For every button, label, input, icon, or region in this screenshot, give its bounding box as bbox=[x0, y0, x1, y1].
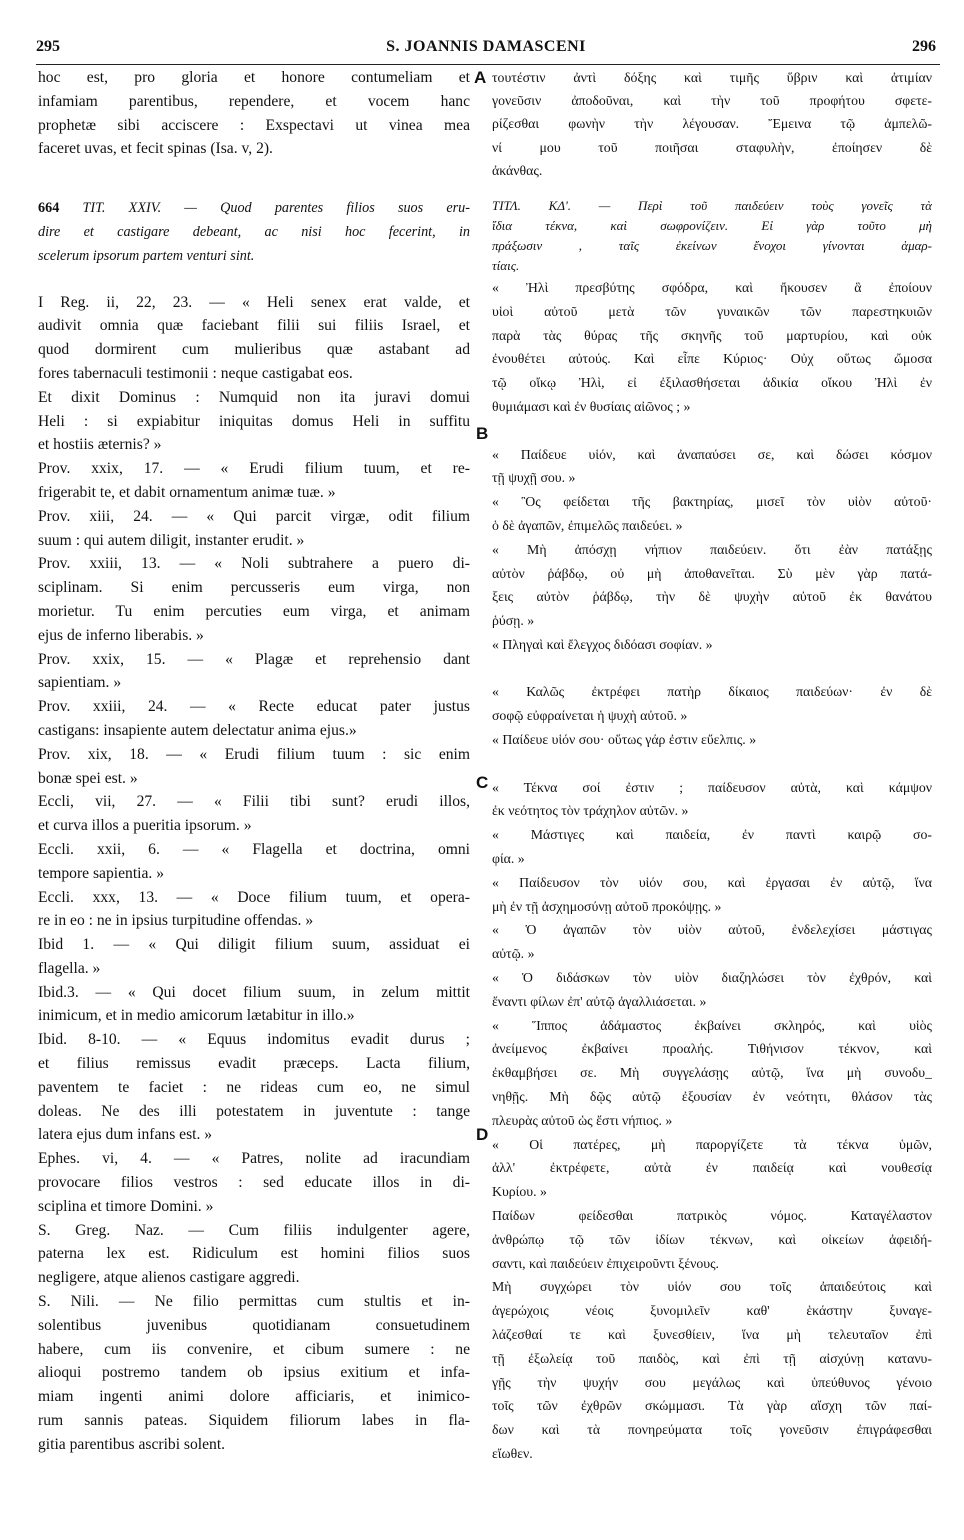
latin-title-line: scelerum ipsorum partem venturi sint. bbox=[38, 247, 255, 264]
text-line: « Παίδευσον τὸν υἱόν σου, καὶ ἐργασαι ἐν αὐτῷ, ἵνα bbox=[492, 874, 932, 890]
text-line: sciplinam. Si enim percusseris eum virga, non bbox=[38, 579, 470, 597]
text-line bbox=[492, 419, 932, 443]
greek-body bbox=[492, 276, 932, 1466]
text-line: Ephes. vi, 4. — « Patres, nolite ad iracundiam bbox=[38, 1150, 470, 1168]
text-line: « Πληγαὶ καὶ ἔλεγχος διδόασι σοφίαν. » bbox=[492, 636, 713, 652]
text-line: τουτέστιν ἀντὶ δόξης καὶ τιμῆς ὕβριν καὶ ἀτιμίαν bbox=[492, 70, 932, 85]
text-line: et hostiis æternis? » bbox=[38, 436, 162, 454]
text-line: miam ingenti animi dolore afficiaris, et inimico- bbox=[38, 1388, 470, 1406]
text-line: ἀνθρώπῳ τῷ τῶν ἰδίων τέκνων, καὶ οἰκείων ἀφειδή- bbox=[492, 1231, 932, 1247]
text-line: audivit omnia quæ faciebant filii sui filiis Israel, et bbox=[38, 317, 470, 335]
text-line: alioqui postremo tandem ob ipsius exitium et infa- bbox=[38, 1364, 470, 1382]
text-line: ΤΙΤΛ. ΚΔʹ. — Περὶ τοῦ παιδεύειν τοὺς γονεῖς τὰ bbox=[492, 197, 932, 213]
text-line: paventem te faciet : ne rideas cum eo, ne simul bbox=[38, 1078, 470, 1096]
text-line: negligere, atque alienos castigare aggredi. bbox=[38, 1269, 300, 1287]
text-line: Κυρίου. » bbox=[492, 1184, 547, 1200]
text-line: παρὰ τὰς θύρας τῆς σκηνῆς τοῦ μαρτυρίου, καὶ οὐκ bbox=[492, 327, 932, 343]
margin-letter-c: C bbox=[476, 773, 489, 792]
latin-title-line: 664 TIT. XXIV. — Quod parentes filios suos eru- bbox=[38, 200, 470, 217]
greek-title bbox=[492, 196, 932, 276]
text-line: Et dixit Dominus : Numquid non ita juravi domui bbox=[38, 388, 470, 406]
text-line: Eccli. xxx, 13. — « Doce filium tuum, et opera- bbox=[38, 888, 470, 906]
header-rule bbox=[36, 64, 940, 65]
running-title: S. JOANNIS DAMASCENI bbox=[386, 38, 586, 55]
latin-title bbox=[38, 197, 470, 268]
text-line: « Παίδευε υἱόν, καὶ ἀναπαύσει σε, καὶ δώσει κόσμον bbox=[492, 446, 932, 462]
latin-intro bbox=[38, 66, 470, 161]
margin-letter-b: B bbox=[476, 424, 489, 443]
text-line: Ibid.3. — « Qui docet filium suum, in zelum mittit bbox=[38, 983, 470, 1001]
text-line: sapientiam. » bbox=[38, 674, 122, 692]
text-line: paterna lex est. Ridiculum est homini filios suos bbox=[38, 1245, 470, 1263]
text-line: ἴδια τέκνα, καὶ σωφρονίζειν. Εἰ γὰρ τοῦτο μὴ bbox=[492, 217, 932, 233]
text-line bbox=[492, 657, 932, 681]
text-line: σαντι, καὶ παιδεύειν ἐπιχειροῦντι ξένους. bbox=[492, 1255, 719, 1271]
text-line: et filius remissus evadit præceps. Lacta filium, bbox=[38, 1055, 470, 1073]
text-line: « Οἱ πατέρες, μὴ παροργίζετε τὰ τέκνα ὑμῶν, bbox=[492, 1136, 932, 1152]
text-line: Μὴ συγχώρει τὸν υἱόν σου τοῖς ἀπαιδεύτοις καὶ bbox=[492, 1279, 932, 1295]
text-line: I Reg. ii, 22, 23. — « Heli senex erat valde, et bbox=[38, 293, 470, 311]
text-line: « Καλῶς ἐκτρέφει πατὴρ δίκαιος παιδεύων· ἐν δὲ bbox=[492, 684, 932, 700]
text-line: Prov. xxix, 17. — « Erudi filium tuum, et re- bbox=[38, 460, 470, 478]
text-line: ἀκάνθας. bbox=[492, 162, 543, 178]
text-line: ἐνουθέτει αὐτούς. Καὶ εἶπε Κύριος· Οὐχ οὕτως ὤμοσα bbox=[492, 351, 932, 367]
text-line: τῷ οἴκῳ Ἠλὶ, εἰ ἐξιλασθήσεται ἀδικία οἴκου Ἠλὶ ἐν bbox=[492, 375, 932, 391]
text-line: Ibid. 8-10. — « Equus indomitus evadit durus ; bbox=[38, 1031, 470, 1049]
text-line: αὐτὸν ῥάβδῳ, οὐ μὴ ἀποθανεῖται. Σὺ μὲν γὰρ πατά- bbox=[492, 565, 932, 581]
text-line: fores tabernaculi testimonii : neque castigabat eos. bbox=[38, 364, 353, 382]
margin-letter-d: D bbox=[476, 1125, 489, 1144]
text-line: νηθῇς. Μὴ δῷς αὐτῷ ἐξουσίαν ἐν νεότητι, θλάσον τὰς bbox=[492, 1089, 932, 1105]
text-line: Heli : si expiabitur iniquitas domus Heli in suffitu bbox=[38, 412, 470, 430]
text-line: sciplina et timore Domini. » bbox=[38, 1197, 214, 1215]
text-line: Prov. xix, 18. — « Erudi filium tuum : sic enim bbox=[38, 745, 470, 763]
greek-column bbox=[492, 66, 932, 1466]
text-line: ejus de inferno liberabis. » bbox=[38, 626, 204, 644]
text-line: « Ἠλὶ πρεσβύτης σφόδρα, καὶ ἤκουσεν ἃ ἐποίουν bbox=[492, 279, 932, 295]
text-line: flagella. » bbox=[38, 959, 101, 977]
text-line: τῇ ἐξωλείᾳ τοῦ παιδὸς, καὶ ἐπὶ τῇ αἰσχύνῃ κατανυ- bbox=[492, 1350, 932, 1366]
greek-intro bbox=[492, 66, 932, 182]
margin-letter-a: A bbox=[474, 68, 487, 87]
text-line: castigans: insapiente autem delectatur anima ejus.» bbox=[38, 721, 357, 739]
text-line: « Ἵππος ἀδάμαστος ἐκβαίνει σκληρός, καὶ υἱὸς bbox=[492, 1017, 932, 1033]
text-line: Prov. xxiii, 13. — « Noli subtrahere a puero di- bbox=[38, 555, 470, 573]
text-line: Παίδων φείδεσθαι πατρικὸς νόμος. Καταγέλαστον bbox=[492, 1208, 932, 1224]
text-line: φία. » bbox=[492, 851, 525, 867]
text-line: υἱοὶ αὐτοῦ μετὰ τῶν γυναικῶν τῶν παρεστηκυιῶν bbox=[492, 303, 932, 319]
text-line: « Μάστιγες καὶ παιδεία, ἐν παντὶ καιρῷ σο- bbox=[492, 827, 932, 843]
text-line: αὐτῷ. » bbox=[492, 946, 535, 962]
text-line: Prov. xxiii, 24. — « Recte educat pater justus bbox=[38, 698, 470, 716]
text-line: gitia parentibus ascribi solent. bbox=[38, 1435, 226, 1453]
text-line: θυμιάμασι καὶ ἐν θυσίαις αἰῶνος ; » bbox=[492, 398, 691, 414]
text-line: frigerabit te, et dabit ornamentum animæ tuæ. » bbox=[38, 483, 336, 501]
text-line: « Παίδευε υἱόν σου· οὕτως γάρ ἐστιν εὔελπις. » bbox=[492, 732, 757, 748]
text-line: quod dormirent cum mulieribus quæ astabant ad bbox=[38, 341, 470, 359]
text-line: morietur. Tu enim percuties eum virga, et animam bbox=[38, 602, 470, 620]
text-line: Prov. xiii, 24. — « Qui parcit virgæ, odit filium bbox=[38, 507, 470, 525]
page-number-right: 296 bbox=[912, 38, 936, 55]
text-line: faceret uvas, et fecit spinas (Isa. v, 2). bbox=[38, 140, 273, 158]
latin-body bbox=[38, 291, 470, 1457]
text-line: πράξωσιν , ταῖς ἐκείνων ἔνοχοι γίνονται ἁμαρ- bbox=[492, 237, 932, 253]
text-line: ῥύσῃ. » bbox=[492, 613, 535, 629]
text-line: γονεῦσιν ἀποδοῦναι, καὶ τὴν τοῦ προφήτου σφετε- bbox=[492, 93, 932, 109]
text-line: prophetæ sibi acciscere : Exspectavi ut vinea mea bbox=[38, 116, 470, 134]
text-line: Prov. xxix, 15. — « Plagæ et reprehensio dant bbox=[38, 650, 470, 668]
latin-column bbox=[38, 66, 470, 1457]
text-line: ἐκ νεότητος τὸν τράχηλον αὐτῶν. » bbox=[492, 803, 689, 819]
text-line: ἔναντι φίλων ἐπ' αὐτῷ ἀγαλλιάσεται. » bbox=[492, 993, 707, 1009]
text-line bbox=[492, 752, 932, 776]
text-line: tempore sapientia. » bbox=[38, 864, 165, 882]
text-line: ἀγερώχοις νέοις ξυνομιλεῖν καθ' ἑκάστην ξυναγε- bbox=[492, 1303, 932, 1319]
text-line: νί μου τοῦ ποιῆσαι σταφυλὴν, ἐποίησεν δὲ bbox=[492, 139, 932, 155]
text-line: γῇς τὴν ψυχήν σου μεγάλως καὶ ὑπεύθυνος γένοιο bbox=[492, 1374, 932, 1390]
text-line: ἐκθαμβήσει σε. Μὴ συγγελάσῃς αὐτῷ, ἵνα μὴ συνοδυ_ bbox=[492, 1065, 932, 1081]
page-number-left: 295 bbox=[36, 38, 60, 55]
text-line: πλευρὰς αὐτοῦ ὡς ἔστι νήπιος. » bbox=[492, 1112, 673, 1128]
text-line: ξεις αὐτὸν ῥάβδῳ, τὴν δὲ ψυχὴν αὐτοῦ ἐκ θανάτου bbox=[492, 589, 932, 605]
text-line: solentibus juvenibus quotidianam consuetudinem bbox=[38, 1316, 470, 1334]
text-line: ἀλλ' ἐκτρέφετε, αὐτὰ ἐν παιδείᾳ καὶ νουθεσίᾳ bbox=[492, 1160, 932, 1176]
text-line: λάζεσθαί τε καὶ ξυνεσθίειν, ἵνα μὴ τελευταῖον ἐπὶ bbox=[492, 1327, 932, 1342]
text-line: provocare filios vestros : sed educate illos in di- bbox=[38, 1174, 470, 1192]
text-line: « Μὴ ἀπόσχῃ νήπιον παιδεύειν. ὅτι ἐὰν πατάξῃς bbox=[492, 541, 932, 557]
text-line: Ibid 1. — « Qui diligit filium suum, assiduat ei bbox=[38, 936, 470, 954]
text-line: τῇ ψυχῇ σου. » bbox=[492, 470, 576, 486]
text-line: τίαις. bbox=[492, 257, 520, 273]
text-line: S. Nili. — Ne filio permittas cum stultis et in- bbox=[38, 1293, 470, 1311]
text-line: τοῖς τῶν ἐχθρῶν σκώμμασι. Τὰ γὰρ αἴσχη τῶν παί- bbox=[492, 1398, 932, 1414]
column-number: 664 bbox=[38, 200, 60, 217]
latin-title-line: dire et castigare debeant, ac nisi hoc fecerint, in bbox=[38, 223, 470, 240]
text-line: « Τέκνα σοί ἐστιν ; παίδευσον αὐτὰ, καὶ κάμψον bbox=[492, 779, 932, 795]
text-line: ρίζεσθαι φωνὴν τὴν λέγουσαν. Ἔμεινα τῷ ἀμπελῶ- bbox=[492, 116, 932, 132]
text-line: rum sannis pateas. Siquidem filiorum labes in fla- bbox=[38, 1412, 470, 1430]
text-line: latera ejus dum infans est. » bbox=[38, 1126, 213, 1144]
text-line: « Ὃς φείδεται τῆς βακτηρίας, μισεῖ τὸν υἱὸν αὐτοῦ· bbox=[492, 494, 932, 510]
text-line: bonæ spei est. » bbox=[38, 769, 138, 787]
text-line: ἀνείμενος ἐκβαίνει προαλής. Τιθήνισον τέκνον, καὶ bbox=[492, 1041, 932, 1057]
text-line: σοφῷ εὐφραίνεται ἡ ψυχὴ αὐτοῦ. » bbox=[492, 708, 688, 724]
text-line: et curva illos a pueritia ipsorum. » bbox=[38, 817, 252, 835]
text-line: Eccli. xxii, 6. — « Flagella et doctrina, omni bbox=[38, 840, 470, 858]
text-line: Eccli, vii, 27. — « Filii tibi sunt? erudi illos, bbox=[38, 793, 470, 811]
text-line: suum : qui autem diligit, instanter erudit. » bbox=[38, 531, 305, 549]
text-line: hoc est, pro gloria et honore contumeliam et bbox=[38, 69, 470, 86]
text-line: δων καὶ τὰ πονηρεύματα τοῖς γονεῦσιν ἐπιγράφεσθαι bbox=[492, 1422, 932, 1438]
text-line: habere, cum iis convenire, et cibum sumere : ne bbox=[38, 1340, 470, 1358]
text-line: « Ὁ ἀγαπῶν τὸν υἱὸν αὐτοῦ, ἐνδελεχίσει μάστιγας bbox=[492, 922, 932, 938]
text-line: re in eo : ne in ipsius turpitudine offendas. » bbox=[38, 912, 314, 930]
text-line: infamiam parentibus, rependere, et vocem hanc bbox=[38, 92, 470, 110]
text-line: doleas. Ne des illi potestatem in juventute : tange bbox=[38, 1102, 470, 1120]
page-header bbox=[36, 34, 936, 60]
text-line: S. Greg. Naz. — Cum filiis indulgenter agere, bbox=[38, 1221, 470, 1239]
text-line: μὴ ἐν τῇ ἀσχημοσύνῃ αὐτοῦ προκόψῃς. » bbox=[492, 898, 722, 914]
text-line: ὁ δὲ ἀγαπῶν, ἐπιμελῶς παιδεύει. » bbox=[492, 517, 683, 533]
text-line: εἴωθεν. bbox=[492, 1445, 533, 1461]
text-line: « Ὁ διδάσκων τὸν υἱὸν διαζηλώσει τὸν ἐχθρόν, καὶ bbox=[492, 970, 932, 986]
text-line: inimicum, et in medio amicorum lætabitur in illo.» bbox=[38, 1007, 355, 1025]
